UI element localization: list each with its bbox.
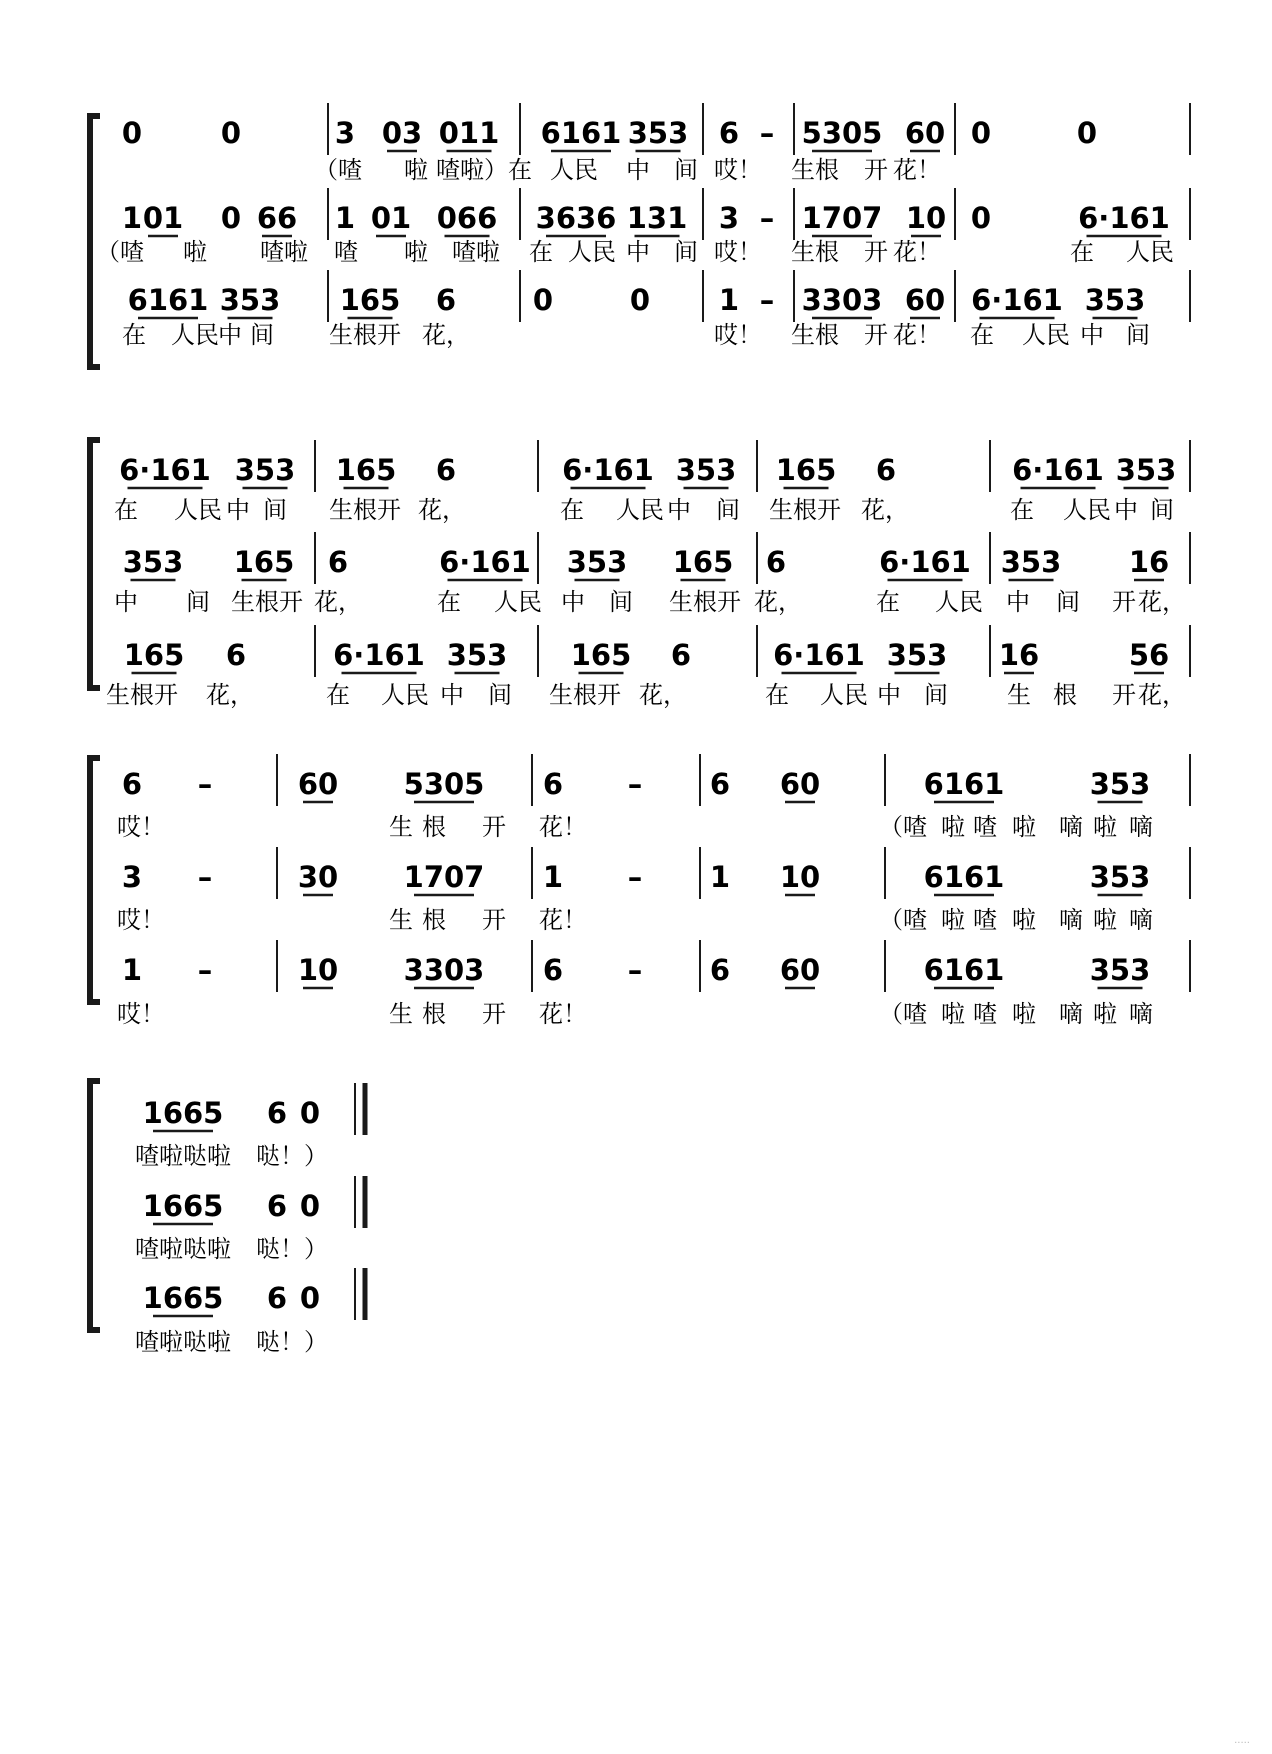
lyric-syllable: 生根开 [669, 588, 741, 616]
note-group: 66 [256, 201, 298, 235]
note-group: – [759, 201, 775, 235]
lyric-syllable: 中 [226, 496, 250, 524]
lyric-syllable: 生根 [791, 238, 839, 266]
lyric-syllable: 啦 [183, 238, 207, 266]
note-group: 353 [1089, 767, 1151, 801]
lyric-syllable: 哎！ [714, 321, 762, 349]
lyric-syllable: 人民 [174, 496, 222, 524]
lyric-syllable: 嘀 [1059, 1000, 1083, 1028]
lyric-syllable: 生 [389, 906, 413, 934]
lyric-syllable: 花！ [539, 813, 587, 841]
note-group: 0 [970, 116, 992, 150]
lyric-syllable: 啦 [1012, 1000, 1036, 1028]
note-group: 1 [542, 860, 564, 894]
note-group: 6·161 [562, 453, 654, 487]
lyric-syllable: 中 [561, 588, 585, 616]
lyric-syllable: （喳 [314, 156, 362, 184]
lyric-syllable: 哎！ [117, 1000, 165, 1028]
lyric-syllable: 中 [877, 681, 901, 709]
note-group: 6 [718, 116, 740, 150]
lyric-syllable: 喳啦 [452, 238, 500, 266]
note-group: 3303 [403, 953, 485, 987]
note-group: 353 [1089, 860, 1151, 894]
lyric-syllable: 中 [440, 681, 464, 709]
note-group: 1 [121, 201, 143, 235]
lyric-syllable: 嘀 [1059, 813, 1083, 841]
lyric-syllable: 生根 [791, 156, 839, 184]
lyric-syllable: 间 [263, 496, 287, 524]
voice-part [114, 440, 1190, 524]
score-system [90, 1081, 365, 1356]
lyric-syllable: 哎！ [117, 813, 165, 841]
voice-part [117, 847, 1190, 934]
note-group: 066 [436, 201, 498, 235]
lyric-syllable: （喳 [879, 1000, 927, 1028]
lyric-syllable: 间 [609, 588, 633, 616]
note-group: 0 [299, 1281, 321, 1315]
lyric-syllable: 中 [667, 496, 691, 524]
lyric-syllable: 开 [482, 813, 506, 841]
note-group: 6·161 [773, 638, 865, 672]
lyric-syllable: 生根开 [106, 681, 178, 709]
note-group: 165 [570, 638, 632, 672]
lyric-syllable: 花， [639, 681, 687, 709]
lyric-syllable: 间 [488, 681, 512, 709]
lyric-syllable: 在 [437, 588, 461, 616]
note-group: 0 [299, 1096, 321, 1130]
lyric-syllable: 生根开 [549, 681, 621, 709]
note-group: 6 [327, 545, 349, 579]
note-group: 6 [875, 453, 897, 487]
note-group: 0 [970, 201, 992, 235]
voice-part [135, 1083, 365, 1170]
note-group: 6·161 [1078, 201, 1170, 235]
note-group: 01 [142, 201, 184, 235]
lyric-syllable: 生 [389, 813, 413, 841]
lyric-syllable: 开 [482, 1000, 506, 1028]
lyric-syllable: 喳 [334, 238, 358, 266]
lyric-syllable: 花， [418, 496, 466, 524]
voice-part [122, 103, 1190, 184]
note-group: 6161 [923, 953, 1005, 987]
lyric-syllable: 间 [674, 156, 698, 184]
note-group: 3636 [535, 201, 617, 235]
note-group: 165 [123, 638, 185, 672]
note-group: 0 [220, 116, 242, 150]
voice-part [135, 1176, 365, 1263]
lyric-syllable: 开 [864, 321, 888, 349]
lyric-syllable: 间 [250, 321, 274, 349]
note-group: – [197, 860, 213, 894]
lyric-syllable: 开 [864, 238, 888, 266]
lyric-syllable: 啦 [941, 906, 965, 934]
lyric-syllable: 生 [1007, 681, 1031, 709]
lyric-syllable: 啦 [1093, 1000, 1117, 1028]
note-group: 3303 [801, 283, 883, 317]
note-group: 6·161 [879, 545, 971, 579]
note-group: 6161 [127, 283, 209, 317]
note-group: 353 [1084, 283, 1146, 317]
lyric-syllable: 间 [924, 681, 948, 709]
note-group: 03 [381, 116, 423, 150]
note-group: 353 [675, 453, 737, 487]
note-group: 3 [121, 860, 143, 894]
note-group: 10 [297, 953, 339, 987]
lyric-syllable: 喳啦哒啦 [135, 1142, 231, 1170]
lyric-syllable: （喳 [879, 813, 927, 841]
lyric-syllable: 在 [529, 238, 553, 266]
note-group: 353 [219, 283, 281, 317]
lyric-syllable: 人民 [820, 681, 868, 709]
lyric-syllable: 间 [1126, 321, 1150, 349]
note-group: 6161 [540, 116, 622, 150]
lyric-syllable: 在 [1010, 496, 1034, 524]
lyric-syllable: 在 [560, 496, 584, 524]
lyric-syllable: 啦 [404, 156, 428, 184]
note-group: 3 [718, 201, 740, 235]
lyric-syllable: 在 [1070, 238, 1094, 266]
note-group: 353 [122, 545, 184, 579]
note-group: 16 [1128, 545, 1170, 579]
note-group: – [197, 953, 213, 987]
note-group: 353 [886, 638, 948, 672]
note-group: 131 [626, 201, 688, 235]
note-group: 6·161 [971, 283, 1063, 317]
note-group: – [759, 116, 775, 150]
note-group: 6·161 [333, 638, 425, 672]
lyric-syllable: 嘀 [1129, 813, 1153, 841]
lyric-syllable: 哎！ [117, 906, 165, 934]
lyric-syllable: 嘀 [1059, 906, 1083, 934]
note-group: 0 [629, 283, 651, 317]
lyric-syllable: 在 [876, 588, 900, 616]
note-group: 1665 [142, 1281, 224, 1315]
voice-part [114, 532, 1190, 616]
lyric-syllable: 嘀 [1129, 906, 1153, 934]
note-group: – [627, 767, 643, 801]
lyric-syllable: 喳啦 [260, 238, 308, 266]
note-group: 60 [904, 116, 946, 150]
lyric-syllable: 喳 [973, 813, 997, 841]
lyric-syllable: 人民 [550, 156, 598, 184]
note-group: 01 [370, 201, 412, 235]
lyric-syllable: 在 [326, 681, 350, 709]
lyric-syllable: 花！ [539, 1000, 587, 1028]
lyric-syllable: 中 [626, 156, 650, 184]
lyric-syllable: 花！ [539, 906, 587, 934]
note-group: 0 [299, 1189, 321, 1223]
voice-part [117, 940, 1190, 1028]
lyric-syllable: 花！ [893, 238, 941, 266]
lyric-syllable: 开 [864, 156, 888, 184]
lyric-syllable: 花， [314, 588, 362, 616]
lyric-syllable: 生根开 [231, 588, 303, 616]
lyric-syllable: 中 [626, 238, 650, 266]
note-group: 353 [234, 453, 296, 487]
note-group: 353 [1000, 545, 1062, 579]
lyric-syllable: 在 [122, 321, 146, 349]
lyric-syllable: 在 [114, 496, 138, 524]
lyric-syllable: 啦 [1093, 906, 1117, 934]
note-group: 1 [709, 860, 731, 894]
voice-part [106, 625, 1190, 709]
note-group: 1 [121, 953, 143, 987]
note-group: 16 [998, 638, 1040, 672]
lyric-syllable: 啦 [941, 813, 965, 841]
note-group: 60 [779, 953, 821, 987]
note-group: 1 [718, 283, 740, 317]
lyric-syllable: 开 [1112, 588, 1136, 616]
note-group: 6 [266, 1096, 288, 1130]
lyric-syllable: 啦 [1012, 813, 1036, 841]
lyric-syllable: 喳 [973, 906, 997, 934]
note-group: 6 [542, 767, 564, 801]
lyric-syllable: 哒！） [256, 1235, 328, 1263]
lyric-syllable: 间 [716, 496, 740, 524]
note-group: 1 [334, 201, 356, 235]
note-group: 30 [297, 860, 339, 894]
lyric-syllable: 间 [1150, 496, 1174, 524]
lyric-syllable: 根 [1053, 681, 1077, 709]
lyric-syllable: （喳 [96, 238, 144, 266]
lyric-syllable: 间 [186, 588, 210, 616]
note-group: 0 [121, 116, 143, 150]
lyric-syllable: 喳啦哒啦 [135, 1235, 231, 1263]
lyric-syllable: 花！ [893, 156, 941, 184]
note-group: 6 [542, 953, 564, 987]
note-group: 1707 [801, 201, 883, 235]
lyric-syllable: 哒！） [256, 1142, 328, 1170]
lyric-syllable: 人民 [1022, 321, 1070, 349]
lyric-syllable: 根 [422, 1000, 446, 1028]
note-group: 0 [532, 283, 554, 317]
lyric-syllable: 嘀 [1129, 1000, 1153, 1028]
voice-part [96, 188, 1190, 266]
note-group: 6 [709, 953, 731, 987]
note-group: 6161 [923, 767, 1005, 801]
note-group: 6 [266, 1281, 288, 1315]
note-group: – [197, 767, 213, 801]
note-group: – [759, 283, 775, 317]
note-group: 6 [435, 453, 457, 487]
note-group: 5305 [403, 767, 485, 801]
note-group: 6 [266, 1189, 288, 1223]
lyric-syllable: 开 [1112, 681, 1136, 709]
lyric-syllable: 啦 [1012, 906, 1036, 934]
lyric-syllable: 人民 [171, 321, 219, 349]
note-group: 1665 [142, 1096, 224, 1130]
lyric-syllable: 中 [1006, 588, 1030, 616]
lyric-syllable: 花， [861, 496, 909, 524]
note-group: 10 [779, 860, 821, 894]
note-group: 6·161 [439, 545, 531, 579]
lyric-syllable: 喳 [973, 1000, 997, 1028]
lyric-syllable: 在 [970, 321, 994, 349]
score-system [90, 103, 1190, 367]
note-group: 353 [627, 116, 689, 150]
lyric-syllable: 花， [754, 588, 802, 616]
voice-part [135, 1268, 365, 1356]
lyric-syllable: 间 [674, 238, 698, 266]
lyric-syllable: 哒！） [256, 1328, 328, 1356]
note-group: 10 [905, 201, 947, 235]
lyric-syllable: 啦 [941, 1000, 965, 1028]
lyric-syllable: 人民 [494, 588, 542, 616]
lyric-syllable: （喳 [879, 906, 927, 934]
note-group: 6·161 [1012, 453, 1104, 487]
lyric-syllable: 人民 [381, 681, 429, 709]
note-group: 1707 [403, 860, 485, 894]
system-bracket [90, 440, 100, 688]
lyric-syllable: 中 [1114, 496, 1138, 524]
system-bracket [90, 758, 100, 1002]
voice-part [122, 270, 1190, 349]
note-group: 6 [670, 638, 692, 672]
watermark: ..... [1234, 1735, 1250, 1746]
score-system [90, 754, 1190, 1028]
note-group: 5305 [801, 116, 883, 150]
note-group: 3 [334, 116, 356, 150]
lyric-syllable: 喳啦哒啦 [135, 1328, 231, 1356]
note-group: 165 [233, 545, 295, 579]
note-group: 6 [435, 283, 457, 317]
system-bracket [90, 1081, 100, 1330]
note-group: – [627, 953, 643, 987]
note-group: 6·161 [119, 453, 211, 487]
note-group: 56 [1128, 638, 1170, 672]
lyric-syllable: 花， [422, 321, 470, 349]
lyric-syllable: 根 [422, 906, 446, 934]
note-group: 60 [779, 767, 821, 801]
note-group: 353 [1089, 953, 1151, 987]
lyric-syllable: 人民 [1063, 496, 1111, 524]
lyric-syllable: 开 [482, 906, 506, 934]
note-group: – [627, 860, 643, 894]
lyric-syllable: 人民 [568, 238, 616, 266]
lyric-syllable: 在 [765, 681, 789, 709]
lyric-syllable: 花！ [893, 321, 941, 349]
voice-part [117, 754, 1190, 841]
lyric-syllable: 啦 [404, 238, 428, 266]
note-group: 6 [709, 767, 731, 801]
note-group: 165 [335, 453, 397, 487]
lyric-syllable: 花， [206, 681, 254, 709]
lyric-syllable: 花， [1138, 588, 1186, 616]
note-group: 1665 [142, 1189, 224, 1223]
lyric-syllable: 喳啦）在 [436, 156, 532, 184]
lyric-syllable: 生根开 [329, 496, 401, 524]
score-system [90, 440, 1190, 709]
lyric-syllable: 中 [114, 588, 138, 616]
note-group: 165 [775, 453, 837, 487]
lyric-syllable: 生根 [791, 321, 839, 349]
note-group: 165 [672, 545, 734, 579]
note-group: 60 [904, 283, 946, 317]
lyric-syllable: 哎！ [714, 238, 762, 266]
lyric-syllable: 人民 [935, 588, 983, 616]
lyric-syllable: 生 [389, 1000, 413, 1028]
lyric-syllable: 中 [1080, 321, 1104, 349]
lyric-syllable: 花， [1138, 681, 1186, 709]
note-group: 0 [220, 201, 242, 235]
lyric-syllable: 人民 [616, 496, 664, 524]
lyric-syllable: 生根开 [329, 321, 401, 349]
note-group: 60 [297, 767, 339, 801]
note-group: 353 [1115, 453, 1177, 487]
note-group: 0 [1076, 116, 1098, 150]
note-group: 6161 [923, 860, 1005, 894]
note-group: 6 [225, 638, 247, 672]
lyric-syllable: 啦 [1093, 813, 1117, 841]
lyric-syllable: 生根开 [769, 496, 841, 524]
note-group: 6 [121, 767, 143, 801]
lyric-syllable: 根 [422, 813, 446, 841]
lyric-syllable: 间 [1056, 588, 1080, 616]
note-group: 6 [765, 545, 787, 579]
note-group: 165 [339, 283, 401, 317]
lyric-syllable: 中 [218, 321, 242, 349]
note-group: 353 [566, 545, 628, 579]
note-group: 011 [438, 116, 500, 150]
lyric-syllable: 哎！ [714, 156, 762, 184]
lyric-syllable: 人民 [1126, 238, 1174, 266]
note-group: 353 [446, 638, 508, 672]
